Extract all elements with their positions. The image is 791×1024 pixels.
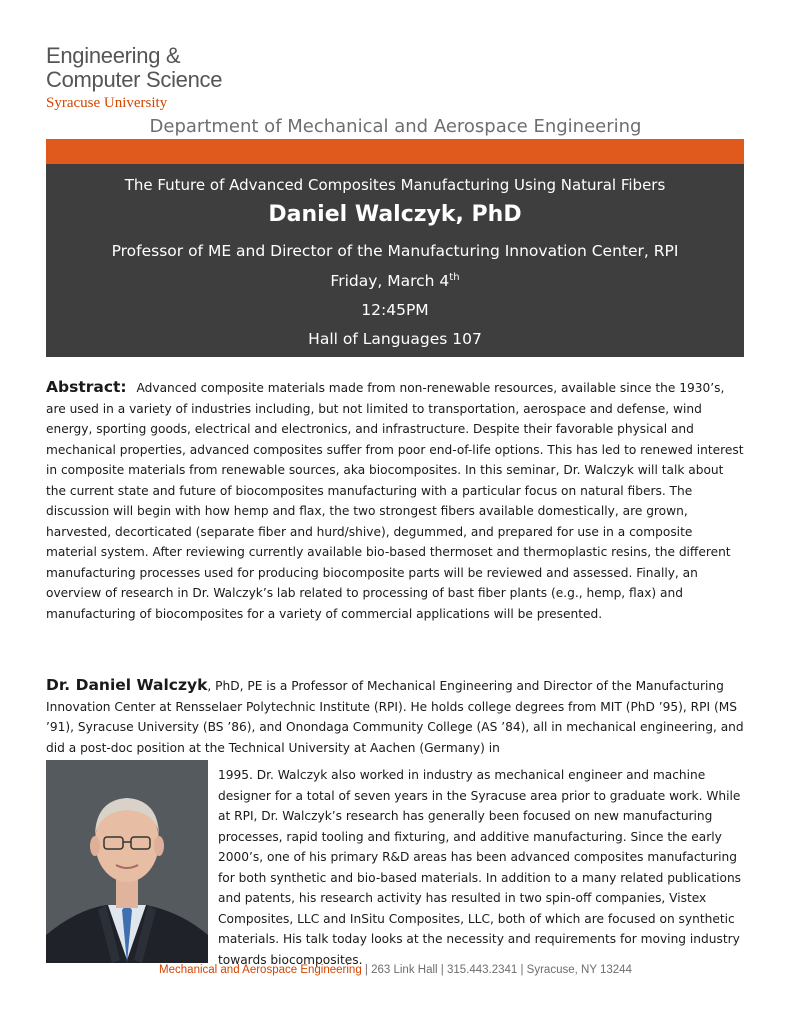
speaker-name: Daniel Walczyk, PhD xyxy=(268,202,522,227)
event-banner xyxy=(46,164,744,357)
footer-org: Mechanical and Aerospace Engineering xyxy=(159,964,362,976)
abstract-text: Advanced composite materials made from non-renewable resources, available since the 1930’s, are used in a variety of industries including, but not limited to transportation, aerospace and defense, wind energy, sporting goods, electrical and electronics, and infrastructure. Despite their favorable physical and mechanical properties, advanced composites suffer from poor end-of-life options. This has led to renewed interest in composite materials from renewable sources, aka biocomposites. In this seminar, Dr. Walczyk will talk about the current state and future of biocomposites manufacturing with a particular focus on natural fibers. The discussion will begin with how hemp and flax, the two strongest fibers available domestically, are grown, harvested, decorticated (separate fiber and hurd/shive), degummed, and prepared for use in a composite material system. After reviewing currently available bio-based thermoset and thermoplastic resins, the different manufacturing processes used for producing biocomposite parts will be reviewed and assessed. Finally, an overview of research in Dr. Walczyk’s lab related to processing of bast fiber plants (e.g., hemp, flax) and manufacturing of biocomposites for a variety of commercial applications will be presented. xyxy=(46,381,744,621)
event-time: 12:45PM xyxy=(361,301,429,319)
abstract-heading: Abstract: xyxy=(46,378,127,396)
footer xyxy=(0,964,791,976)
speaker-photo xyxy=(46,760,208,963)
department-title: Department of Mechanical and Aerospace Engineering xyxy=(149,116,642,137)
speaker-portrait-illustration xyxy=(46,760,208,963)
footer-address: | 263 Link Hall | 315.443.2341 | Syracuse, NY 13244 xyxy=(361,964,632,976)
bio-name: Dr. Daniel Walczyk xyxy=(46,676,208,694)
logo-line-2: Computer Science xyxy=(46,67,223,92)
bio-continued: 1995. Dr. Walczyk also worked in industry as mechanical engineer and machine designer for a total of seven years in the Syracuse area prior to graduate work. While at RPI, Dr. Walczyk’s research has generally been focused on new manufacturing processes, rapid tooling and fixturing, and additive manufacturing. Since the early 2000’s, one of his primary R&D areas has been advanced composites manufacturing for both synthetic and bio-based materials. In addition to a many related publications and patents, his research activity has resulted in two spin-off companies, Vistex Composites, LLC and InSitu Composites, LLC, both of which are focused on synthetic materials. His talk today looks at the necessity and requirements for moving industry towards biocomposites. xyxy=(218,768,742,967)
bio-section xyxy=(46,675,746,758)
speaker-role: Professor of ME and Director of the Manufacturing Innovation Center, RPI xyxy=(111,242,679,260)
logo-university: Syracuse University xyxy=(46,95,168,111)
logo-line-1: Engineering & xyxy=(46,43,181,68)
talk-title: The Future of Advanced Composites Manufacturing Using Natural Fibers xyxy=(124,176,666,194)
event-date xyxy=(46,272,744,290)
abstract-section xyxy=(46,377,746,624)
bio-intro: , PhD, PE is a Professor of Mechanical Engineering and Director of the Manufacturing Innovation Center at Rensselaer Polytechnic Institute (RPI). He holds college degrees from MIT (PhD ’95), RPI (MS ’91), Syracuse University (BS ’86), and Onondaga Community College (AS ’84), all in mechanical engineering, and did a post-doc position at the Technical University at Aachen (Germany) in xyxy=(46,679,744,755)
accent-bar xyxy=(46,139,744,164)
event-location: Hall of Languages 107 xyxy=(308,330,482,348)
college-logo xyxy=(46,44,222,112)
event-date-suffix: th xyxy=(449,272,460,283)
event-date-text: Friday, March 4 xyxy=(330,272,450,291)
